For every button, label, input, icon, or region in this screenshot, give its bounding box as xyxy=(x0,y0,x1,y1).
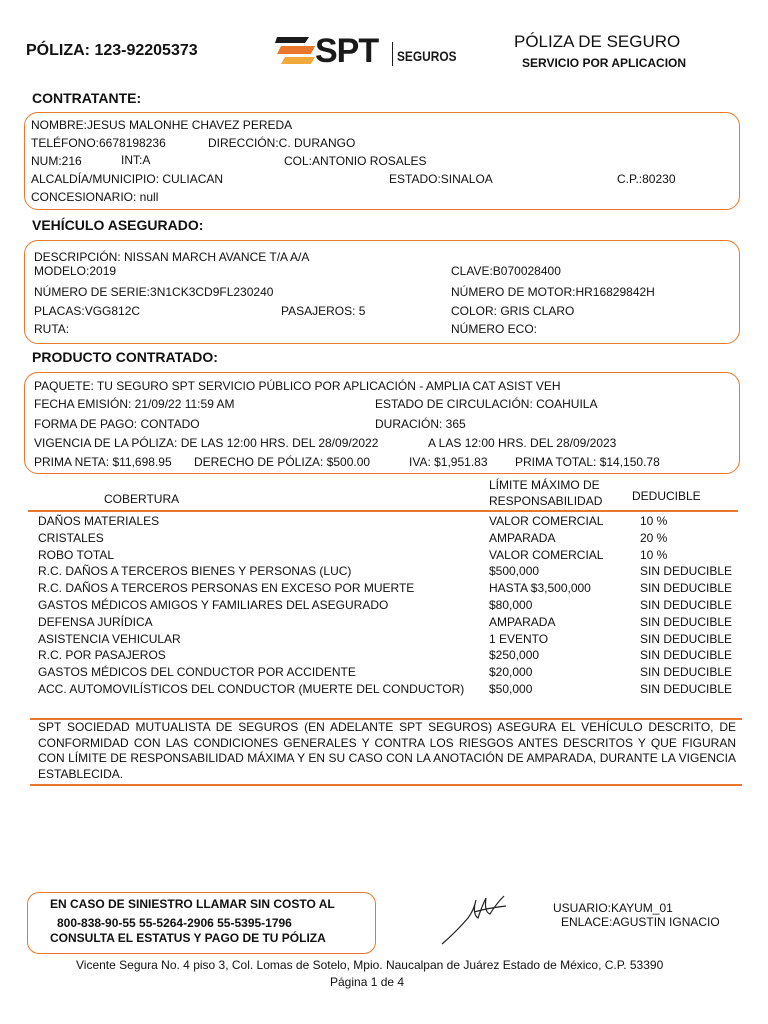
producto-prima-neta: PRIMA NETA: $11,698.95 xyxy=(34,455,172,469)
coverage-name: ASISTENCIA VEHICULAR xyxy=(38,631,181,646)
coverage-limit: AMPARADA xyxy=(489,614,556,629)
siniestro-phones[interactable]: 800-838-90-55 55-5264-2906 55-5395-1796 xyxy=(57,916,292,930)
col-header-limite-2: RESPONSABILIDAD xyxy=(489,494,603,508)
coverage-name: GASTOS MÉDICOS DEL CONDUCTOR POR ACCIDENTE xyxy=(38,665,356,680)
contratante-cp: C.P.:80230 xyxy=(617,172,676,186)
coverage-deductible: SIN DEDUCIBLE xyxy=(640,682,733,696)
contratante-nombre: NOMBRE:JESUS MALONHE CHAVEZ PEREDA xyxy=(31,118,293,132)
producto-derecho: DERECHO DE PÓLIZA: $500.00 xyxy=(194,455,371,469)
coverage-name: DAÑOS MATERIALES xyxy=(38,514,160,528)
spt-logo xyxy=(275,34,455,70)
vehiculo-numero-eco: NÚMERO ECO: xyxy=(451,322,538,336)
policy-number: PÓLIZA: 123-92205373 xyxy=(26,42,198,59)
producto-fecha-emision: FECHA EMISIÓN: 21/09/22 11:59 AM xyxy=(34,397,235,411)
coverage-deductible: SIN DEDUCIBLE xyxy=(640,665,733,680)
siniestro-line3: CONSULTA EL ESTATUS Y PAGO DE TU PÓLIZA xyxy=(50,931,326,945)
contratante-heading: CONTRATANTE: xyxy=(32,90,142,106)
coverage-deductible: 20 % xyxy=(640,530,668,545)
coverage-limit: 1 EVENTO xyxy=(489,631,549,646)
contratante-estado: ESTADO:SINALOA xyxy=(389,172,493,186)
vehiculo-modelo: MODELO:2019 xyxy=(34,264,117,278)
producto-vigencia-fin: A LAS 12:00 HRS. DEL 28/09/2023 xyxy=(428,436,617,450)
logo-subtext: SEGUROS xyxy=(397,48,457,64)
coverage-name: R.C. DAÑOS A TERCEROS BIENES Y PERSONAS (LUC) xyxy=(38,564,352,579)
coverage-deductible: 10 % xyxy=(640,514,668,528)
vehiculo-pasajeros: PASAJEROS: 5 xyxy=(281,304,366,318)
document-title: PÓLIZA DE SEGURO xyxy=(514,32,681,51)
vehiculo-motor: NÚMERO DE MOTOR:HR16829842H xyxy=(451,285,655,299)
legal-text: SPT SOCIEDAD MUTUALISTA DE SEGUROS (EN ADELANTE SPT SEGUROS) ASEGURA EL VEHÍCULO DESCRITO, DE CONFORMIDAD CON LAS CONDICIONES GENERALES Y CONTRA LOS RIESGOS ANTES DESCRITOS Y QUE FIGURAN CON LÍMITE DE RESPONSABILIDAD MÁXIMA Y EN SU CASO CON LA ANOTACIÓN DE AMPARADA, DURANTE LA VIGENCIA ESTABLECIDA. xyxy=(38,720,736,781)
logo-mark-icon xyxy=(275,34,319,70)
usuario-label: USUARIO:KAYUM_01 xyxy=(553,901,673,915)
producto-duracion: DURACIÓN: 365 xyxy=(375,417,466,431)
producto-paquete: PAQUETE: TU SEGURO SPT SERVICIO PÚBLICO POR APLICACIÓN - AMPLIA CAT ASIST VEH xyxy=(34,379,561,393)
vehiculo-descripcion: DESCRIPCIÓN: NISSAN MARCH AVANCE T/A A/A xyxy=(34,250,310,264)
coverage-name: DEFENSA JURÍDICA xyxy=(38,614,153,629)
coverage-name: ACC. AUTOMOVILÍSTICOS DEL CONDUCTOR (MUERTE DEL CONDUCTOR) xyxy=(38,682,465,696)
siniestro-line1: EN CASO DE SINIESTRO LLAMAR SIN COSTO AL xyxy=(50,897,335,911)
col-header-limite-1: LÍMITE MÁXIMO DE xyxy=(489,478,600,492)
logo-wordmark: SPT xyxy=(315,32,379,70)
coverage-limit: HASTA $3,500,000 xyxy=(489,581,591,596)
contratante-num: NUM:216 xyxy=(31,154,82,168)
producto-vigencia: VIGENCIA DE LA PÓLIZA: DE LAS 12:00 HRS. DEL 28/09/2022 xyxy=(34,436,379,450)
vehiculo-ruta: RUTA: xyxy=(34,322,70,336)
coverage-name: R.C. POR PASAJEROS xyxy=(38,648,166,663)
coverage-deductible: SIN DEDUCIBLE xyxy=(640,614,733,629)
logo-divider xyxy=(392,42,393,66)
coverage-deductible: 10 % xyxy=(640,547,668,562)
signature-image xyxy=(438,888,510,948)
table-header-rule xyxy=(28,510,738,512)
producto-heading: PRODUCTO CONTRATADO: xyxy=(32,349,218,365)
contratante-concesionario: CONCESIONARIO: null xyxy=(31,190,159,204)
enlace-label: ENLACE:AGUSTIN IGNACIO xyxy=(561,915,720,929)
coverage-limit: VALOR COMERCIAL xyxy=(489,514,604,528)
coverage-limit: AMPARADA xyxy=(489,530,556,545)
col-header-deducible: DEDUCIBLE xyxy=(632,489,701,503)
coverage-limit: VALOR COMERCIAL xyxy=(489,547,604,562)
coverage-limit: $250,000 xyxy=(489,648,540,663)
contratante-direccion: DIRECCIÓN:C. DURANGO xyxy=(208,136,356,150)
vehiculo-serie: NÚMERO DE SERIE:3N1CK3CD9FL230240 xyxy=(34,285,274,299)
legal-bottom-rule xyxy=(30,784,742,786)
coverage-limit: $50,000 xyxy=(489,682,533,696)
producto-estado-circulacion: ESTADO DE CIRCULACIÓN: COAHUILA xyxy=(375,397,598,411)
vehiculo-clave: CLAVE:B070028400 xyxy=(451,264,561,278)
coverage-deductible: SIN DEDUCIBLE xyxy=(640,631,733,646)
col-header-cobertura: COBERTURA xyxy=(104,492,180,506)
coverage-deductible: SIN DEDUCIBLE xyxy=(640,648,733,663)
contratante-alcaldia: ALCALDÍA/MUNICIPIO: CULIACAN xyxy=(31,172,224,186)
footer-page-number: Página 1 de 4 xyxy=(330,975,405,989)
coverage-name: CRISTALES xyxy=(38,530,104,545)
coverage-limit: $80,000 xyxy=(489,598,533,612)
footer-address: Vicente Segura No. 4 piso 3, Col. Lomas de Sotelo, Mpio. Naucalpan de Juárez Estado de México, C.P. 53390 xyxy=(76,958,664,972)
vehiculo-color: COLOR: GRIS CLARO xyxy=(451,304,575,318)
producto-forma-pago: FORMA DE PAGO: CONTADO xyxy=(34,417,200,431)
coverage-deductible: SIN DEDUCIBLE xyxy=(640,564,733,579)
coverage-name: R.C. DAÑOS A TERCEROS PERSONAS EN EXCESO POR MUERTE xyxy=(38,581,415,596)
coverage-limit: $500,000 xyxy=(489,564,540,579)
document-subtitle: SERVICIO POR APLICACION xyxy=(522,56,687,70)
contratante-col: COL:ANTONIO ROSALES xyxy=(284,154,427,168)
contratante-int: INT:A xyxy=(121,153,151,167)
coverage-deductible: SIN DEDUCIBLE xyxy=(640,581,733,596)
producto-prima-total: PRIMA TOTAL: $14,150.78 xyxy=(515,455,660,469)
coverage-deductible: SIN DEDUCIBLE xyxy=(640,598,733,612)
contratante-telefono: TELÉFONO:6678198236 xyxy=(31,136,166,150)
vehiculo-heading: VEHÍCULO ASEGURADO: xyxy=(32,217,204,233)
coverage-limit: $20,000 xyxy=(489,665,533,680)
vehiculo-placas: PLACAS:VGG812C xyxy=(34,304,141,318)
coverage-name: GASTOS MÉDICOS AMIGOS Y FAMILIARES DEL ASEGURADO xyxy=(38,598,389,612)
producto-iva: IVA: $1,951.83 xyxy=(409,455,488,469)
coverage-name: ROBO TOTAL xyxy=(38,547,115,562)
